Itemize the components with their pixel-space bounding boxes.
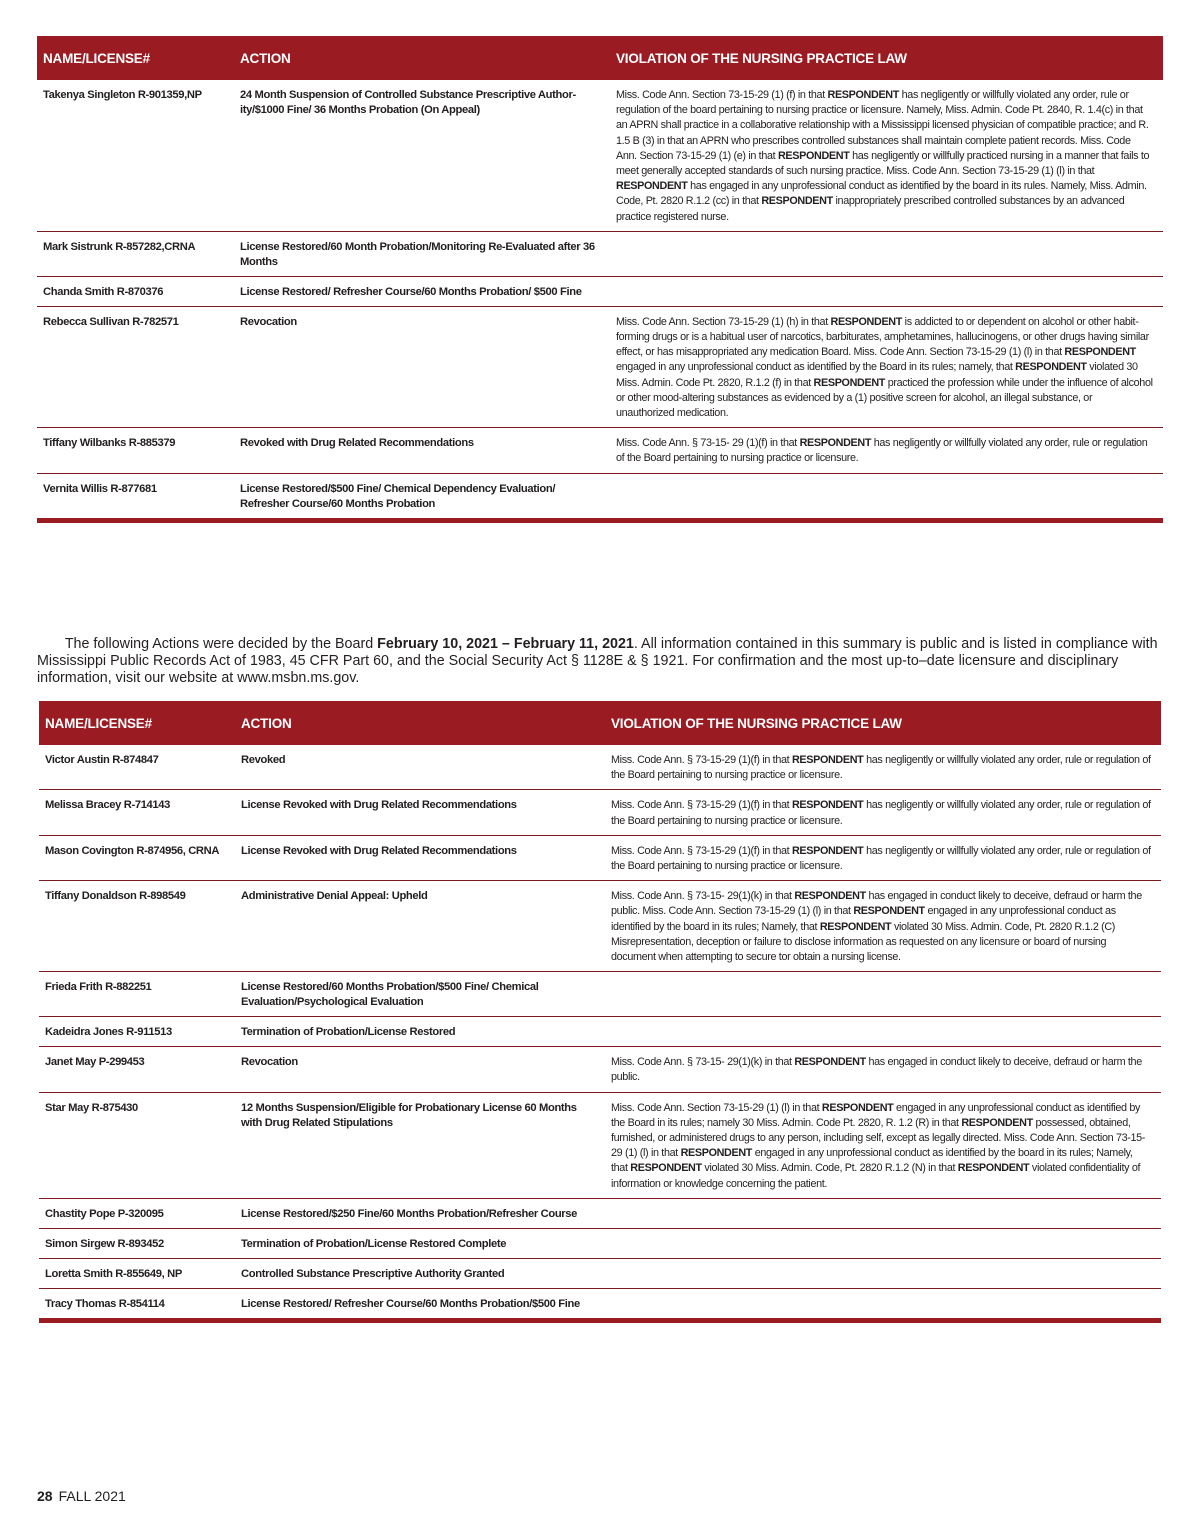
table-row: [39, 1047, 1161, 1092]
cell-violation: [610, 276, 1163, 306]
table-row: [39, 835, 1161, 880]
cell-violation: [610, 231, 1163, 276]
cell-action: License Restored/ Refresher Course/60 Months Probation/ $500 Fine: [234, 276, 610, 306]
col-header-action: ACTION: [235, 701, 605, 745]
cell-name: Mark Sistrunk R-857282,CRNA: [37, 231, 234, 276]
col-header-violation: VIOLATION OF THE NURSING PRACTICE LAW: [610, 36, 1163, 80]
cell-action: License Restored/60 Month Probation/Monitoring Re-Evaluated after 36 Months: [234, 231, 610, 276]
table-body: [37, 80, 1163, 520]
col-header-name: NAME/LICENSE#: [37, 36, 234, 80]
cell-name: Mason Covington R-874956, CRNA: [39, 835, 235, 880]
cell-name: Star May R-875430: [39, 1092, 235, 1198]
cell-violation: Miss. Code Ann. § 73-15-29 (1)(f) in that RESPONDENT has negligently or willfully violated any order, rule or regulation of the Board pertaining to nursing practice or licensure.: [605, 790, 1161, 835]
cell-action: License Restored/$250 Fine/60 Months Probation/Refresher Course: [235, 1198, 605, 1228]
table-row: [39, 881, 1161, 972]
cell-action: Controlled Substance Prescriptive Authority Granted: [235, 1258, 605, 1288]
table-body: [39, 745, 1161, 1320]
cell-name: Rebecca Sullivan R-782571: [37, 306, 234, 427]
cell-name: Tiffany Donaldson R-898549: [39, 881, 235, 972]
cell-action: 24 Month Suspension of Controlled Substance Prescriptive Author-ity/$1000 Fine/ 36 Months Probation (On Appeal): [234, 80, 610, 231]
cell-action: Termination of Probation/License Restored Complete: [235, 1228, 605, 1258]
cell-action: Revocation: [234, 306, 610, 427]
cell-name: Tiffany Wilbanks R-885379: [37, 428, 234, 473]
cell-violation: Miss. Code Ann. § 73-15- 29 (1)(f) in that RESPONDENT has negligently or willfully violated any order, rule or regulation of the Board pertaining to nursing practice or licensure.: [610, 428, 1163, 473]
table-row: [39, 745, 1161, 790]
page-number: 28: [37, 1488, 53, 1504]
cell-action: Revoked with Drug Related Recommendations: [234, 428, 610, 473]
cell-violation: Miss. Code Ann. § 73-15- 29(1)(k) in that RESPONDENT has engaged in conduct likely to deceive, defraud or harm the public.: [605, 1047, 1161, 1092]
intro-rest: . All information contained in this summary is public and is listed in compliance with Mississippi Public Records Act of 1983, 45 CFR Part 60, and the Social Security Act § 1128E & § 1921. For confirmation and the most up-to–date licensure and disciplinary information, visit our website at www.msbn.ms.gov.: [37, 636, 1158, 686]
cell-name: Frieda Frith R-882251: [39, 972, 235, 1017]
cell-name: Tracy Thomas R-854114: [39, 1288, 235, 1320]
cell-action: License Restored/ Refresher Course/60 Months Probation/$500 Fine: [235, 1288, 605, 1320]
cell-name: Chastity Pope P-320095: [39, 1198, 235, 1228]
cell-action: Revoked: [235, 745, 605, 790]
cell-action: Termination of Probation/License Restored: [235, 1017, 605, 1047]
table-header-row: [37, 36, 1163, 80]
issue-label: FALL 2021: [58, 1488, 126, 1504]
cell-violation: [605, 972, 1161, 1017]
disciplinary-actions-table-2: [39, 701, 1161, 1323]
intro-paragraph: [37, 636, 1165, 687]
col-header-violation: VIOLATION OF THE NURSING PRACTICE LAW: [605, 701, 1161, 745]
cell-name: Loretta Smith R-855649, NP: [39, 1258, 235, 1288]
cell-violation: [605, 1198, 1161, 1228]
cell-violation: Miss. Code Ann. Section 73-15-29 (1) (h) in that RESPONDENT is addicted to or dependent on alcohol or other habit- forming drugs or is a habitual user of narcotics, barbiturates, amphetamines, hallucinogens, or other drugs having similar effect, or has misappropriated any medication Board. Miss. Code Ann. Section 73-15-29 (1) (l) in that RESPONDENT engaged in any unprofessional conduct as identified by the Board in its rules; namely, that RESPONDENT violated 30 Miss. Admin. Code Pt. 2820, R.1.2 (f) in that RESPONDENT practiced the profession while under the influence of alcohol or other mood-altering substances as evidenced by a (1) positive screen for alcohol, an illegal substance, or unauthorized medication.: [610, 306, 1163, 427]
cell-name: Victor Austin R-874847: [39, 745, 235, 790]
table-row: [37, 473, 1163, 520]
cell-action: License Revoked with Drug Related Recommendations: [235, 790, 605, 835]
col-header-name: NAME/LICENSE#: [39, 701, 235, 745]
cell-violation: [605, 1288, 1161, 1320]
intro-lead: The following Actions were decided by the Board: [64, 636, 378, 652]
table-row: [39, 1288, 1161, 1320]
table-row: [39, 1017, 1161, 1047]
table-row: [39, 1258, 1161, 1288]
table-row: [39, 1198, 1161, 1228]
cell-action: 12 Months Suspension/Eligible for Probationary License 60 Months with Drug Related Stipulations: [235, 1092, 605, 1198]
table-row: [39, 1228, 1161, 1258]
table-row: [39, 972, 1161, 1017]
cell-violation: [610, 473, 1163, 520]
cell-action: License Revoked with Drug Related Recommendations: [235, 835, 605, 880]
cell-name: Chanda Smith R-870376: [37, 276, 234, 306]
cell-name: Janet May P-299453: [39, 1047, 235, 1092]
table-row: [37, 80, 1163, 231]
cell-name: Simon Sirgew R-893452: [39, 1228, 235, 1258]
cell-name: Melissa Bracey R-714143: [39, 790, 235, 835]
cell-violation: Miss. Code Ann. § 73-15-29 (1)(f) in that RESPONDENT has negligently or willfully violated any order, rule or regulation of the Board pertaining to nursing practice or licensure.: [605, 835, 1161, 880]
cell-name: Takenya Singleton R-901359,NP: [37, 80, 234, 231]
cell-violation: Miss. Code Ann. Section 73-15-29 (1) (f) in that RESPONDENT has negligently or willfully violated any order, rule or regulation of the board pertaining to nursing practice or licensure. Namely, Miss. Admin. Code Pt. 2840, R. 1.4(c) in that an APRN shall practice in a collaborative relationship with a Mississippi licensed physician of compatible practice; and R. 1.5 B (3) in that an APRN who prescribes controlled substances shall maintain complete patient records. Miss. Code Ann. Section 73-15-29 (1) (e) in that RESPONDENT has negligently or willfully practiced nursing in a manner that fails to meet generally accepted standards of such nursing practice. Miss. Code Ann. Section 73-15-29 (1) (l) in that RESPONDENT has engaged in any unprofessional conduct as identified by the board in its rules. Namely, Miss. Admin. Code, Pt. 2820 R.1.2 (cc) in that RESPONDENT inappropriately prescribed controlled substances by an advanced practice registered nurse.: [610, 80, 1163, 231]
table-row: [37, 428, 1163, 473]
cell-name: Vernita Willis R-877681: [37, 473, 234, 520]
table-row: [37, 276, 1163, 306]
cell-action: Administrative Denial Appeal: Upheld: [235, 881, 605, 972]
cell-name: Kadeidra Jones R-911513: [39, 1017, 235, 1047]
cell-action: License Restored/$500 Fine/ Chemical Dependency Evaluation/ Refresher Course/60 Months Probation: [234, 473, 610, 520]
cell-violation: Miss. Code Ann. § 73-15- 29(1)(k) in that RESPONDENT has engaged in conduct likely to deceive, defraud or harm the public. Miss. Code Ann. Section 73-15-29 (1) (l) in that RESPONDENT engaged in any unprofessional conduct as identified by the board in its rules; Namely, that RESPONDENT violated 30 Miss. Admin. Code, Pt. 2820 R.1.2 (C) Misrepresentation, deception or failure to disclose information as requested on any licensure or board of nursing document when attempting to secure tor obtain a nursing license.: [605, 881, 1161, 972]
cell-action: License Restored/60 Months Probation/$500 Fine/ Chemical Evaluation/Psychological Evaluation: [235, 972, 605, 1017]
disciplinary-actions-table-1: [37, 36, 1163, 523]
page-footer: [37, 1488, 126, 1504]
cell-violation: [605, 1258, 1161, 1288]
table-row: [39, 1092, 1161, 1198]
col-header-action: ACTION: [234, 36, 610, 80]
table-row: [37, 306, 1163, 427]
intro-dates: February 10, 2021 – February 11, 2021: [377, 636, 634, 652]
cell-violation: Miss. Code Ann. § 73-15-29 (1)(f) in that RESPONDENT has negligently or willfully violated any order, rule or regulation of the Board pertaining to nursing practice or licensure.: [605, 745, 1161, 790]
cell-violation: Miss. Code Ann. Section 73-15-29 (1) (l) in that RESPONDENT engaged in any unprofessional conduct as identified by the Board in its rules; namely 30 Miss. Admin. Code Pt. 2820, R. 1.2 (R) in that RESPONDENT possessed, obtained, furnished, or administered drugs to any person, including self, except as legally directed. Miss. Code Ann. Section 73-15-29 (1) (l) in that RESPONDENT engaged in any unprofessional conduct as identified by the board in its rules; Namely, that RESPONDENT violated 30 Miss. Admin. Code, Pt. 2820 R.1.2 (N) in that RESPONDENT violated confidentiality of information or knowledge concerning the patient.: [605, 1092, 1161, 1198]
table-row: [37, 231, 1163, 276]
table-row: [39, 790, 1161, 835]
cell-violation: [605, 1228, 1161, 1258]
table-header-row: [39, 701, 1161, 745]
cell-action: Revocation: [235, 1047, 605, 1092]
cell-violation: [605, 1017, 1161, 1047]
